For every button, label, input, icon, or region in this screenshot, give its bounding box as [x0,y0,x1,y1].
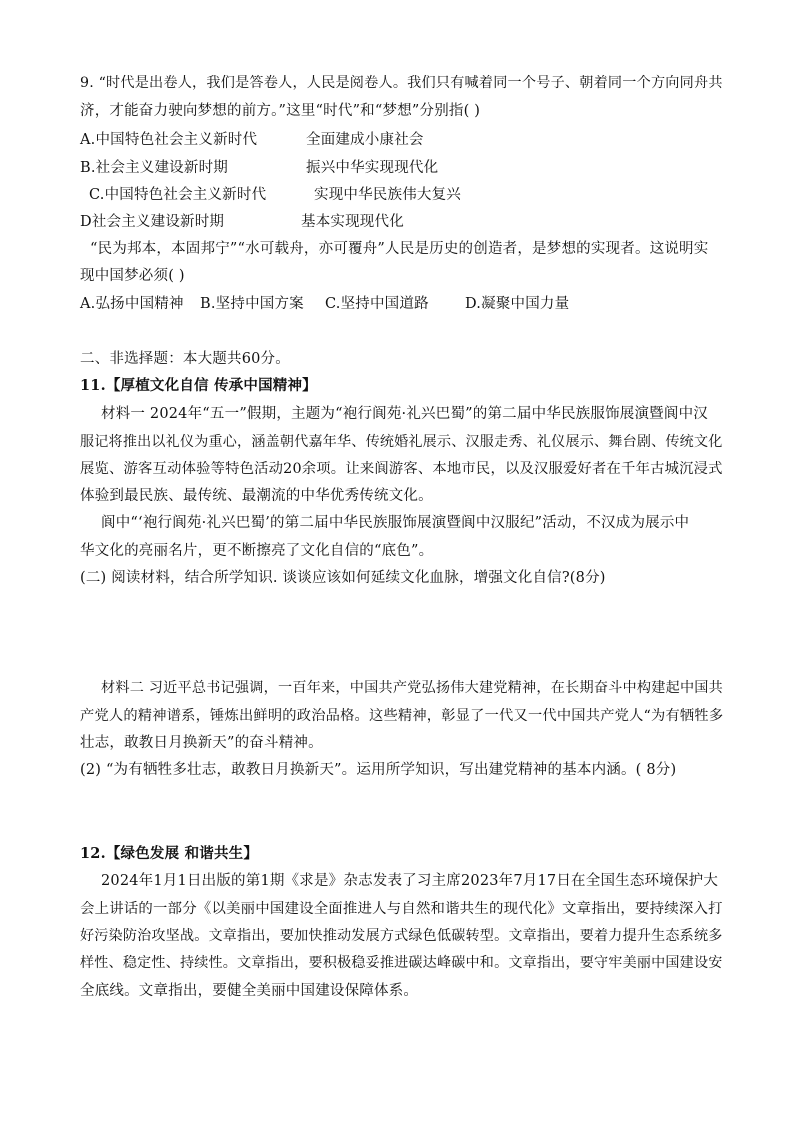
q11-material1-line6: 华文化的亮丽名片，更不断擦亮了文化自信的“底色”。 [80,543,434,559]
q10-option-c: C.坚持中国道路 [325,296,429,312]
q9-option-b [80,158,438,178]
q9-option-b-left: B.社会主义建设新时期 [80,160,228,176]
q10-option-a: A.弘扬中国精神 [80,296,184,312]
q10-stem-line1: “民为邦本，本固邦宁”“水可载舟，亦可覆舟”人民是历史的创造者，是梦想的实现者。这说明实 [90,241,709,257]
q9-option-d-left: D社会主义建设新时期 [80,214,225,230]
q11-material1-line3: 展览、游客互动体验等特色活动20余项。让来阆游客、本地市民，以及汉服爱好者在千年古城沉浸式 [80,461,723,477]
q12-line3: 好污染防治攻坚战。文章指出，要加快推动发展方式绿色低碳转型。文章指出，要着力提升生态系统多 [80,928,723,944]
q9-option-c-right: 实现中华民族伟大复兴 [314,187,461,203]
q12-line2: 会上讲话的一部分《以美丽中国建设全面推进人与自然和谐共生的现代化》文章指出，要持续深入打 [80,901,723,917]
q11-material2-line1: 材料二 习近平总书记强调，一百年来，中国共产党弘扬伟大建党精神，在长期奋斗中构建起中国共 [101,680,724,696]
section2-heading: 二、非选择题：本大题共60分。 [80,351,290,367]
q9-option-c [89,185,461,205]
q12-line5: 全底线。文章指出，要健全美丽中国建设保障体系。 [80,983,419,999]
q10-options [80,294,569,314]
q9-stem-line1: 9. “时代是出卷人，我们是答卷人，人民是阅卷人。我们只有喊着同一个号子、朝着同一个方向同舟共 [80,75,723,91]
q9-option-d-right: 基本实现现代化 [301,214,404,230]
q11-material1-line5: 阆中“‘袍行阆苑·礼兴巴蜀’的第二届中华民族服饰展演暨阆中汉服纪”活动，不汉成为展示中 [101,515,690,531]
q9-option-c-left: C.中国特色社会主义新时代 [89,187,267,203]
q9-option-a-left: A.中国特色社会主义新时代 [80,132,258,148]
q11-material1-line1: 材料一 2024年“五一”假期，主题为“袍行阆苑·礼兴巴蜀”的第二届中华民族服饰展演暨阆中汉 [101,406,708,422]
q9-option-a [80,130,424,150]
q9-option-a-right: 全面建成小康社会 [306,132,424,148]
q12-line1: 2024年1月1日出版的第1期《求是》杂志发表了习主席2023年7月17日在全国生态环境保护大 [101,873,719,889]
q10-option-b: B.坚持中国方案 [200,296,304,312]
q10-stem-line2: 现中国梦必须( ) [80,268,185,284]
q11-material2-line3: 壮志，敢教日月换新天”的奋斗精神。 [80,735,323,751]
q12-line4: 样性、稳定性、持续性。文章指出，要积极稳妥推进碳达峰碳中和。文章指出，要守牢美丽中国建设安 [80,955,723,971]
q9-stem-line2: 济，才能奋力驶向梦想的前方。”这里“时代”和“梦想”分别指( ) [80,103,481,119]
q11-question1: (二) 阅读材料，结合所学知识. 谈谈应该如何延续文化血脉，增强文化自信?(8分) [80,570,606,586]
q11-material2-line2: 产党人的精神谱系，锤炼出鲜明的政治品格。这些精神，彰显了一代又一代中国共产党人“为有牺牲多 [80,708,724,724]
q9-option-b-right: 振兴中华实现现代化 [306,160,439,176]
q11-material1-line2: 服记将推出以礼仪为重心，涵盖朝代嘉年华、传统婚礼展示、汉服走秀、礼仪展示、舞台剧、传统文化 [80,434,723,450]
q11-material1-line4: 体验到最民族、最传统、最潮流的中华优秀传统文化。 [80,488,433,504]
q11-question2: (2) “为有牺牲多壮志，敢教日月换新天”。运用所学知识，写出建党精神的基本内涵。( 8分) [80,762,677,778]
q10-option-d: D.凝聚中国力量 [465,296,570,312]
q11-title: 11.【厚植文化自信 传承中国精神】 [80,377,317,394]
q9-option-d [80,212,404,232]
q12-title: 12.【绿色发展 和谐共生】 [80,845,259,862]
